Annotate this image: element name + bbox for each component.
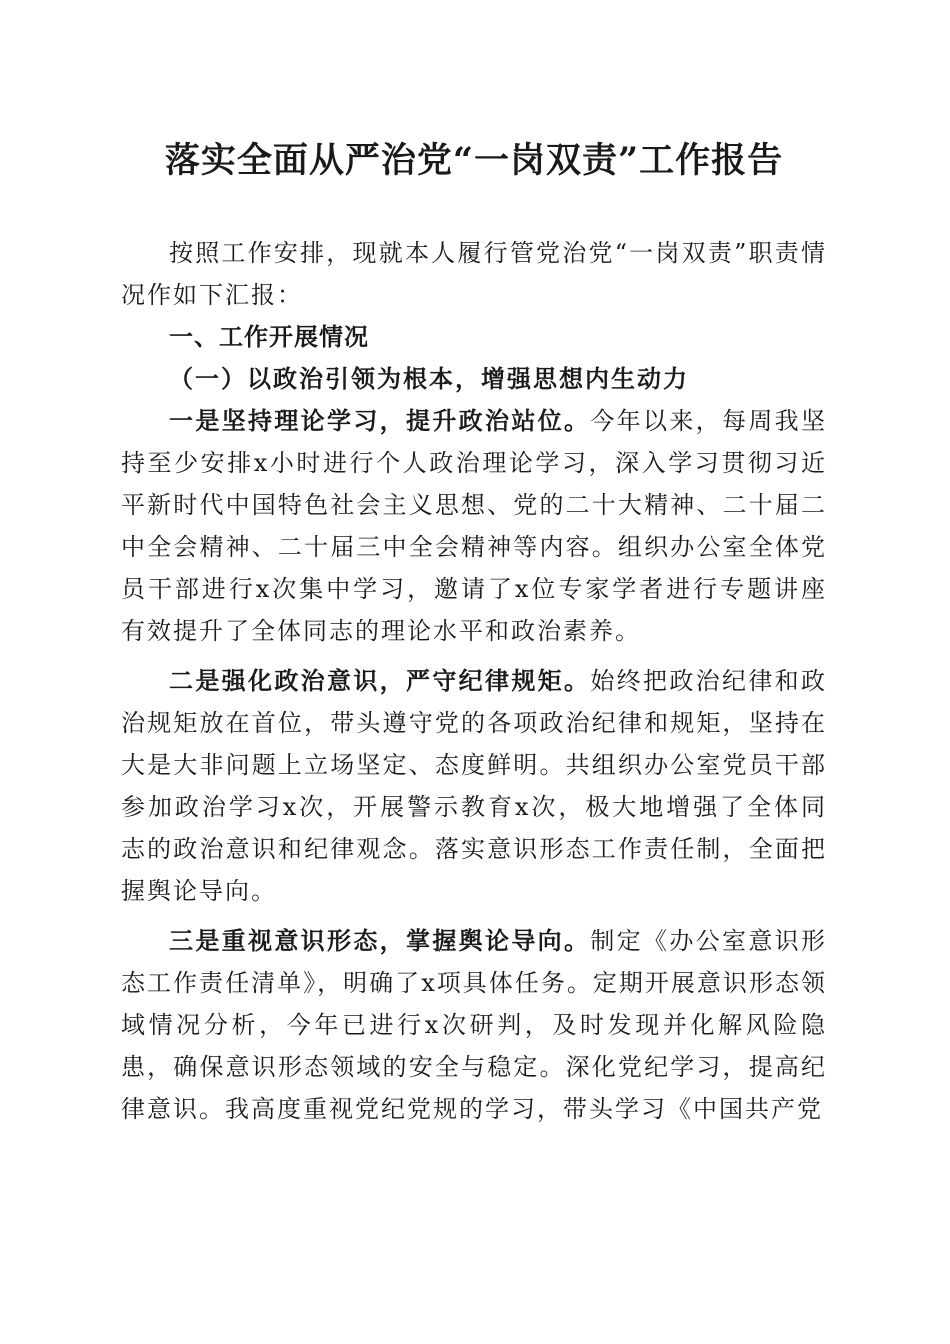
section-heading: 一、工作开展情况 <box>169 323 369 351</box>
paragraph-text: 今年以来，每周我坚持至少安排x小时进行个人政治理论学习，深入学习贯彻习近平新时代中国特色社会主义思想、党的二十大精神、二十届二中全会精神、二十届三中全会精神等内容。组织办公室全体党员干部进行x次集中学习，邀请了x位专家学者进行专题讲座有效提升了全体同志的理论水平和政治素养。 <box>121 407 828 645</box>
paragraph-text: 制定《办公室意识形态工作责任清单》，明确了x项具体任务。定期开展意识形态领域情况分析，今年已进行x次研判，及时发现并化解风险隐患，确保意识形态领域的安全与稳定。深化党纪学习，提高纪律意识。我高度重视党纪党规的学习，带头学习《中国共产党 <box>121 927 828 1123</box>
document-title: 落实全面从严治党“一岗双责”工作报告 <box>164 140 784 181</box>
paragraph-lead: 一是坚持理论学习，提升政治站位。 <box>169 406 591 435</box>
intro-paragraph: 按照工作安排，现就本人履行管党治党“一岗双责”职责情况作如下汇报： <box>121 239 827 309</box>
body-paragraph-2 <box>121 660 827 912</box>
paragraph-lead: 三是重视意识形态，掌握舆论导向。 <box>169 926 591 955</box>
paragraph-text: 始终把政治纪律和政治规矩放在首位，带头遵守党的各项政治纪律和规矩，坚持在大是大非问题上立场坚定、态度鲜明。共组织办公室党员干部参加政治学习x次，开展警示教育x次，极大地增强了全体同志的政治意识和纪律观念。落实意识形态工作责任制，全面把握舆论导向。 <box>121 667 828 905</box>
document-body <box>121 232 827 1130</box>
paragraph-lead: 二是强化政治意识，严守纪律规矩。 <box>169 666 591 695</box>
body-paragraph-1 <box>121 400 827 652</box>
subsection-heading: （一）以政治引领为根本，增强思想内生动力 <box>169 364 689 393</box>
body-paragraph-3 <box>121 920 827 1130</box>
